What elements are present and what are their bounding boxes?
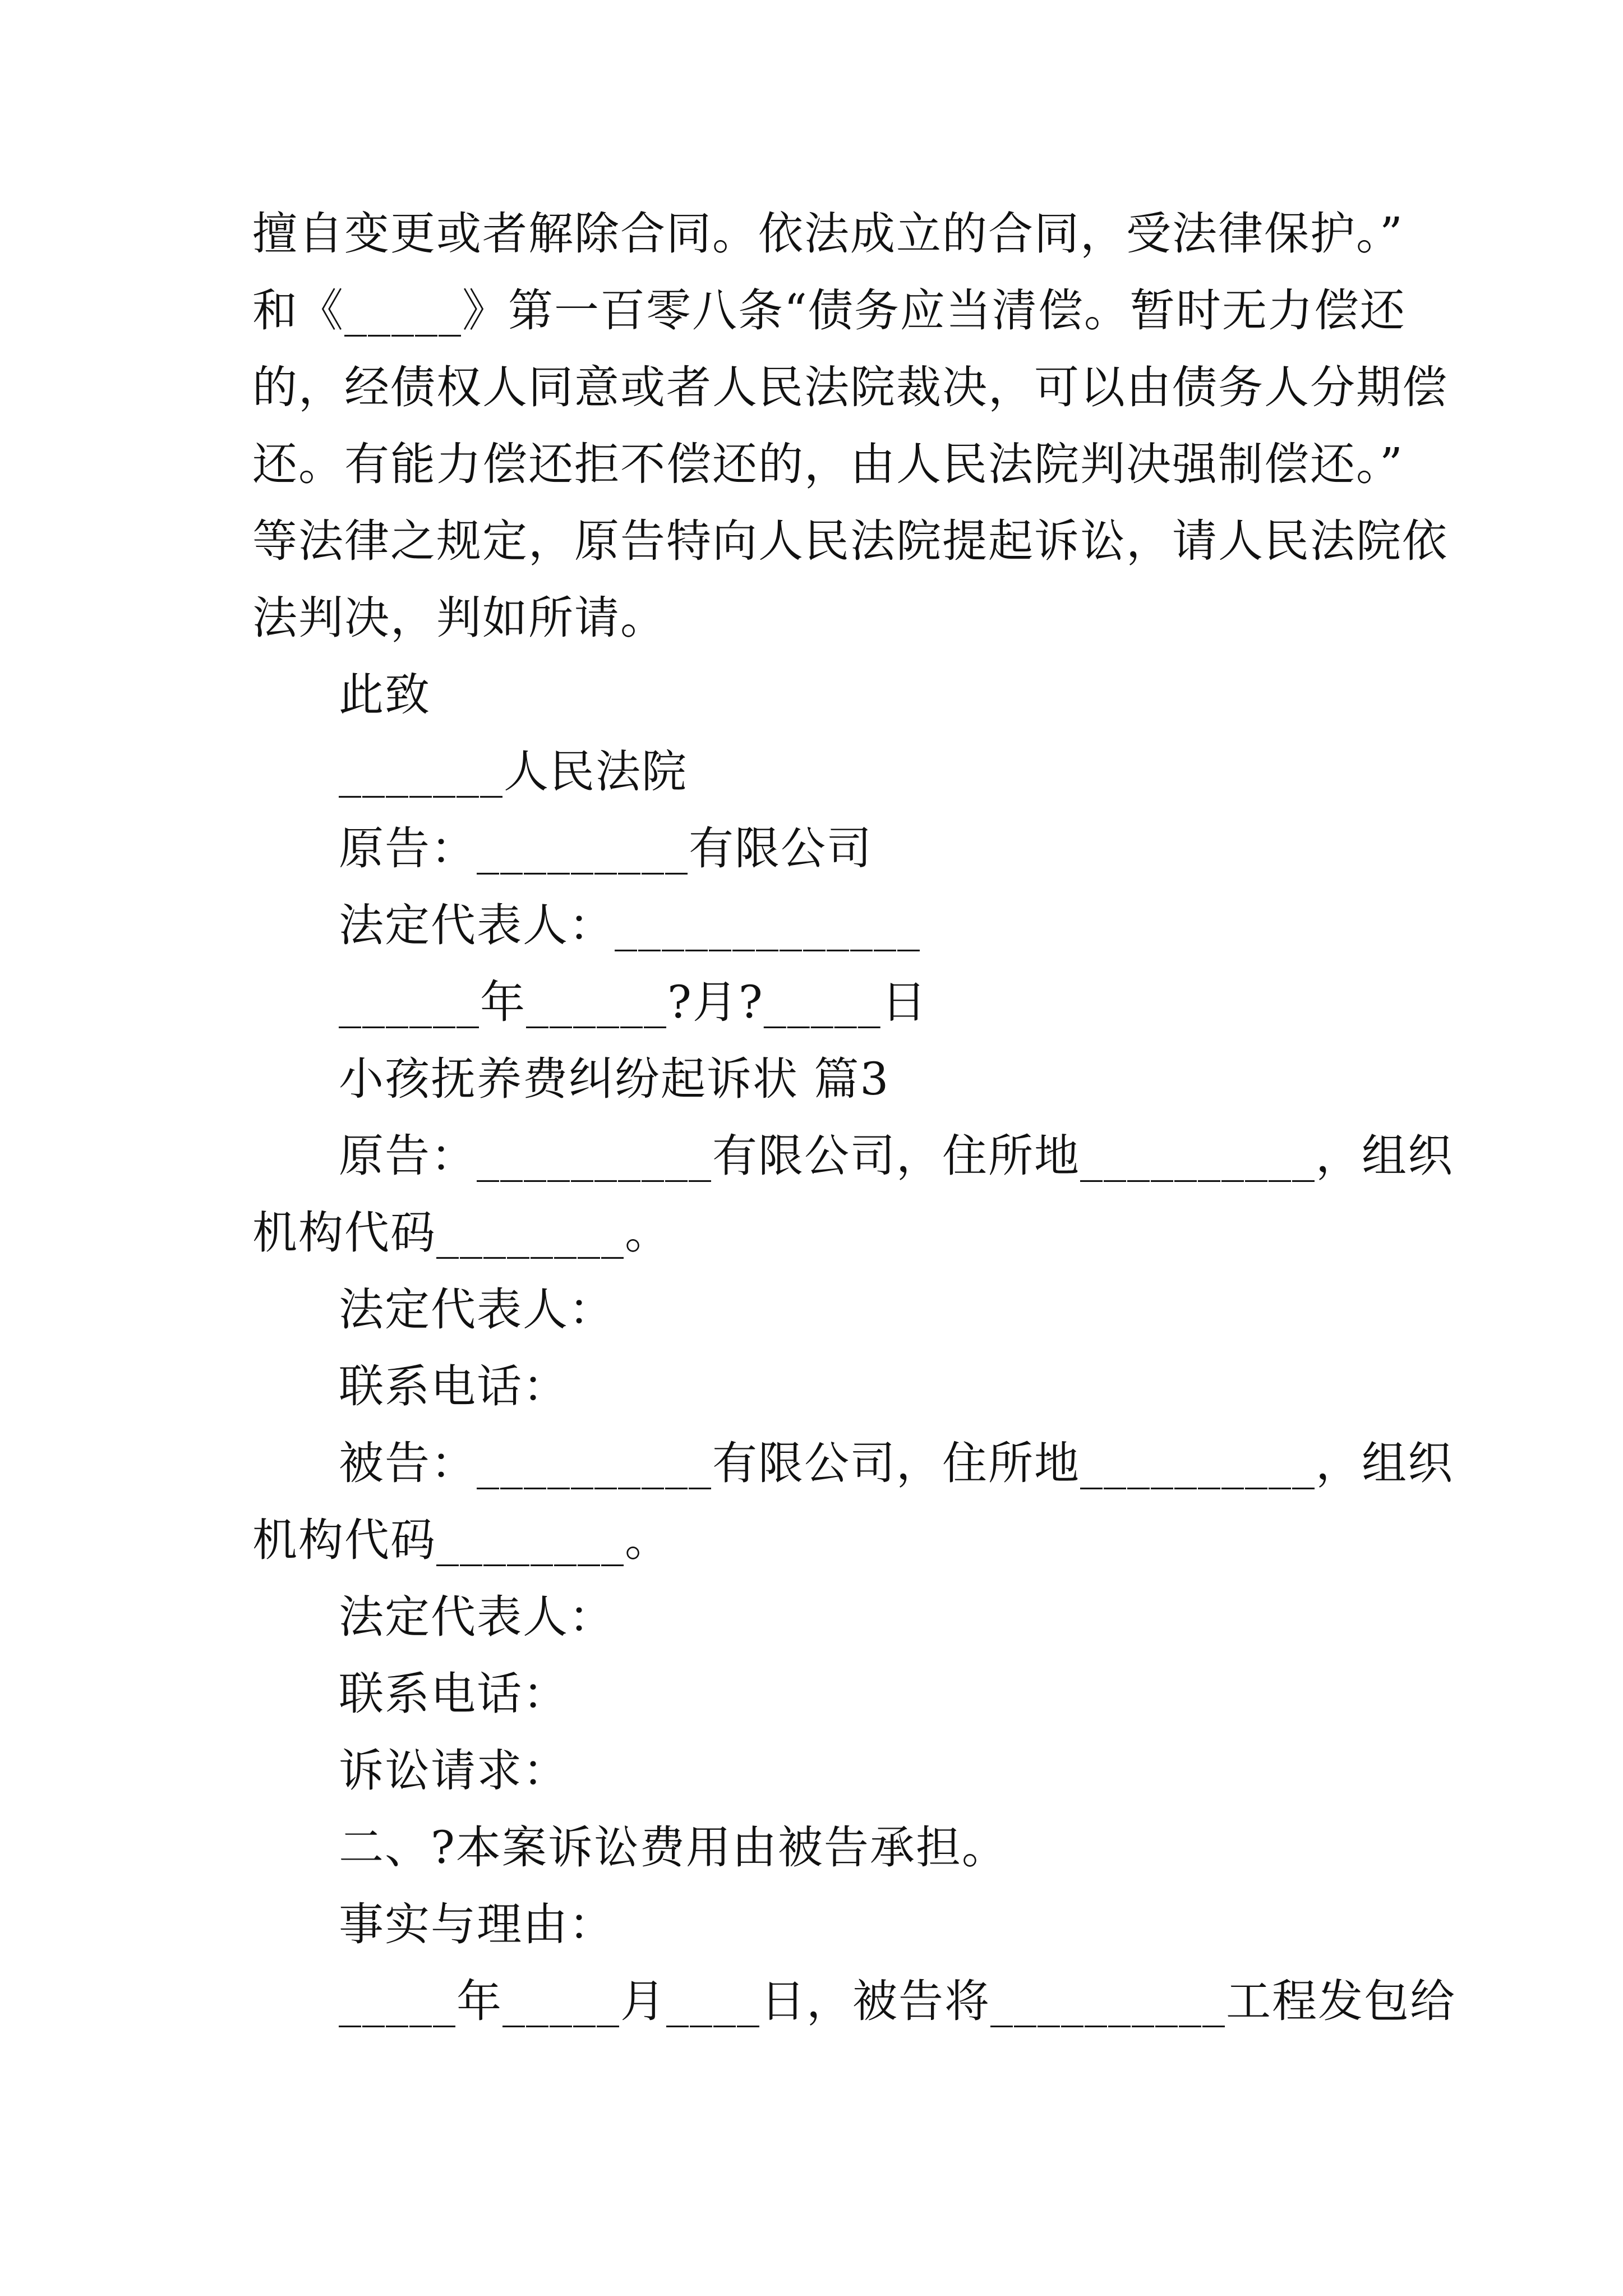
body-text-line: 机构代码________。 (252, 1514, 671, 1566)
phone-line: 联系电话： (339, 1668, 569, 1720)
defendant-line: 被告：__________有限公司，住所地__________，组织 (339, 1437, 1454, 1489)
body-text-line: 的，经债权人同意或者人民法院裁决，可以由债务人分期偿 (252, 361, 1448, 413)
legal-representative-line: 法定代表人： (339, 1283, 615, 1336)
legal-representative-line: 法定代表人：_____________ (339, 899, 921, 951)
body-text-line: 还。有能力偿还拒不偿还的，由人民法院判决强制偿还。” (252, 438, 1404, 490)
date-line: ______年______?月?_____日 (339, 976, 928, 1028)
salutation: 此致 (339, 669, 431, 721)
body-text-line: 机构代码________。 (252, 1207, 671, 1259)
body-text-line: 擅自变更或者解除合同。依法成立的合同，受法律保护。” (252, 208, 1404, 260)
section-heading: 小孩抚养费纠纷起诉状 篇3 (339, 1053, 890, 1105)
phone-line: 联系电话： (339, 1360, 569, 1412)
facts-heading: 事实与理由： (339, 1898, 615, 1950)
plaintiff-line: 原告：_________有限公司 (339, 822, 873, 875)
plaintiff-line: 原告：__________有限公司，住所地__________，组织 (339, 1130, 1454, 1182)
legal-representative-line: 法定代表人： (339, 1591, 615, 1643)
court-name-line: _______人民法院 (339, 746, 688, 798)
body-text-line: 法判决，判如所请。 (252, 592, 666, 644)
body-text-line: 和《_____》第一百零八条“债务应当清偿。暂时无力偿还 (252, 284, 1406, 337)
body-text-line: _____年_____月____日，被告将__________工程发包给 (339, 1975, 1456, 2027)
body-text-line: 等法律之规定，原告特向人民法院提起诉讼，请人民法院依 (252, 515, 1448, 567)
claims-heading: 诉讼请求： (339, 1745, 569, 1797)
claim-item: 二、?本案诉讼费用由被告承担。 (339, 1821, 1008, 1874)
